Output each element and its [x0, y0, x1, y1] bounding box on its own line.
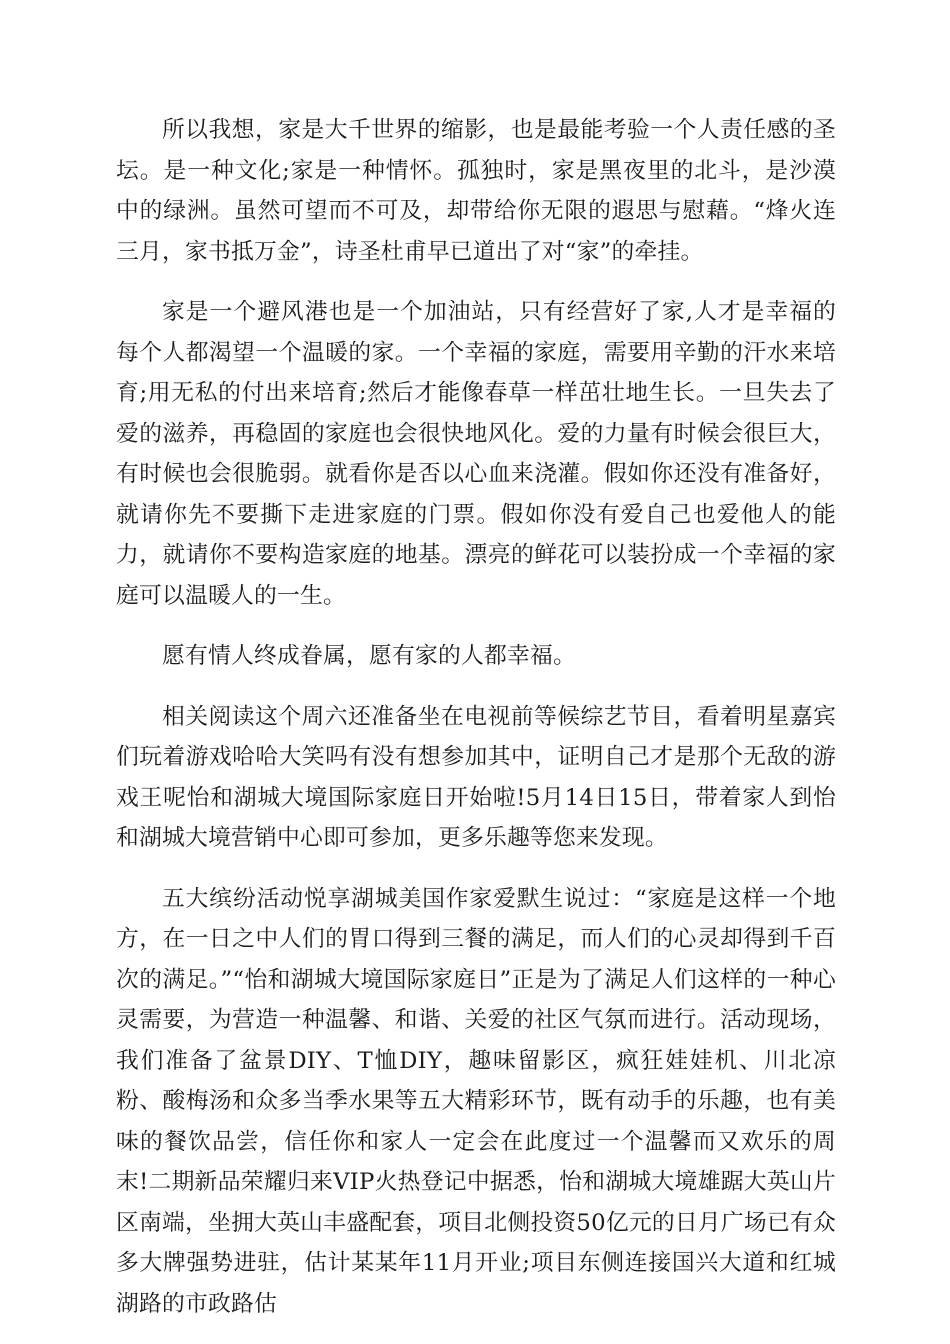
paragraph-related-reading: 相关阅读这个周六还准备坐在电视前等候综艺节目，看着明星嘉宾们玩着游戏哈哈大笑吗有没有想参加其中，证明自己才是那个无敌的游戏王呢怡和湖城大境国际家庭日开始啦!5月14日15日，带着家人到怡和湖城大境营销中心即可参加，更多乐趣等您来发现。: [116, 703, 836, 851]
paragraph-home-microcosm: 所以我想，家是大千世界的缩影，也是最能考验一个人责任感的圣坛。是一种文化;家是一种情怀。孤独时，家是黑夜里的北斗，是沙漠中的绿洲。虽然可望而不可及，却带给你无限的遐思与慰藉。“烽火连三月，家书抵万金”，诗圣杜甫早已道出了对“家”的牵挂。: [116, 117, 836, 265]
paragraph-blessing: 愿有情人终成眷属，愿有家的人都幸福。: [162, 643, 576, 669]
paragraph-five-activities: 五大缤纷活动悦享湖城美国作家爱默生说过：“家庭是这样一个地方，在一日之中人们的胃口得到三餐的满足，而人们的心灵却得到千百次的满足。”“怡和湖城大境国际家庭日”正是为了满足人们这样的一种心灵需要，为营造一种温馨、和谐、关爱的社区气氛而进行。活动现场，我们准备了盆景DIY、T恤DIY，趣味留影区，疯狂娃娃机、川北凉粉、酸梅汤和众多当季水果等五大精彩环节，既有动手的乐趣，也有美味的餐饮品尝，信任你和家人一定会在此度过一个温馨而又欢乐的周末!二期新品荣耀归来VIP火热登记中据悉，怡和湖城大境雄踞大英山片区南端，坐拥大英山丰盛配套，项目北侧投资50亿元的日月广场已有众多大牌强势进驻，估计某某年11月开业;项目东侧连接国兴大道和红城湖路的市政路估: [116, 885, 836, 1317]
document-body: [116, 110, 836, 1344]
paragraph-harbor-gas-station: 家是一个避风港也是一个加油站，只有经营好了家,人才是幸福的每个人都渴望一个温暖的家。一个幸福的家庭，需要用辛勤的汗水来培育;用无私的付出来培育;然后才能像春草一样茁壮地生长。一旦失去了爱的滋养，再稳固的家庭也会很快地风化。爱的力量有时候会很巨大，有时候也会很脆弱。就看你是否以心血来浇灌。假如你还没有准备好，就请你先不要撕下走进家庭的门票。假如你没有爱自己也爱他人的能力，就请你不要构造家庭的地基。漂亮的鲜花可以装扮成一个幸福的家庭可以温暖人的一生。: [116, 299, 836, 609]
